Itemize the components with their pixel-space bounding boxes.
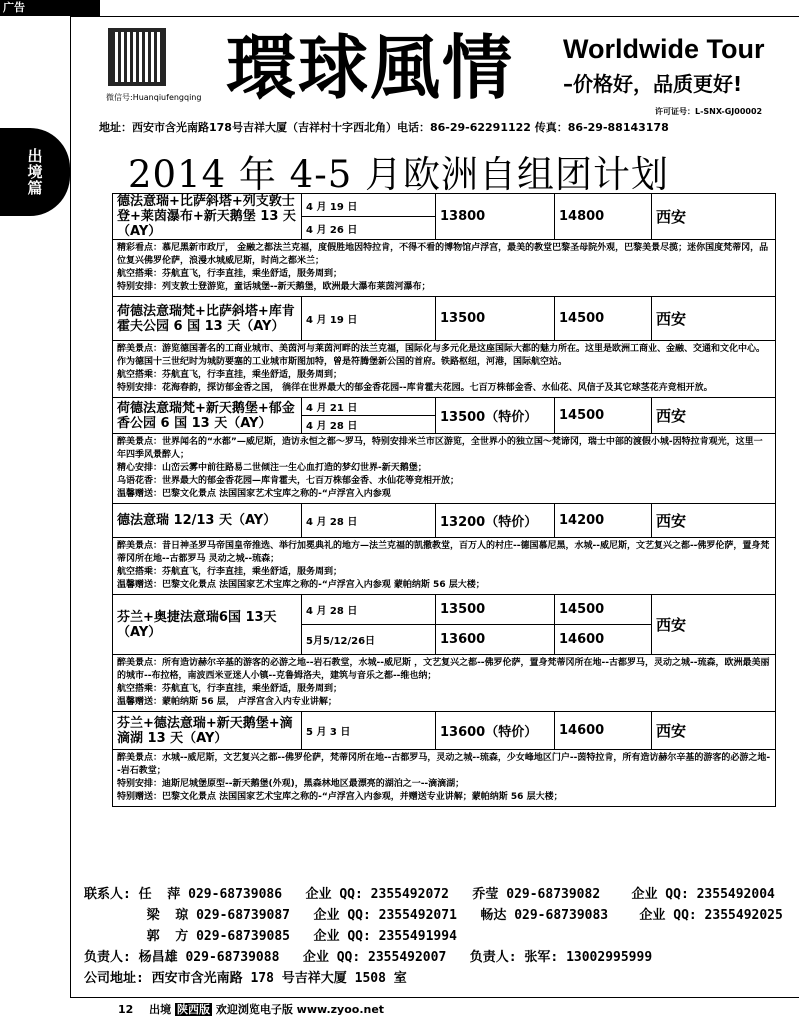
desc-line: 特别安排：列支敦士登游览，童话城堡--新天鹅堡，欧洲最大瀑布莱茵河瀑布； <box>117 282 431 292</box>
tour-price: 13600（特价） <box>436 712 555 750</box>
tour-price: 13500 <box>436 595 555 625</box>
tour-route: 芬兰+德法意瑞+新天鹅堡+滴滴湖 13 天（AY） <box>113 712 302 750</box>
footer-text: 欢迎浏览电子版 www.zyoo.net <box>215 1003 385 1016</box>
side-tab-char: 境 <box>27 163 43 181</box>
desc-line: 醉美景点：世界闻名的“水都”—威尼斯，造访永恒之都～罗马，特别安排米兰市区游览，全世界小的独立国～梵谛冈，瑞士中部的渡假小城-因特拉肯观光，这里一年四季风景醉人； <box>117 437 763 460</box>
footer <box>118 1001 384 1017</box>
desc-line: 特别赠送：巴黎文化景点 法国国家艺术宝库之称的-“卢浮宫入内参观，并赠送专业讲解；蒙帕纳斯 56 层大楼； <box>117 792 563 802</box>
tour-price: 13800 <box>436 194 555 240</box>
brand-cn: 環球風情 <box>226 26 514 109</box>
desc-line: 乌语花香：世界最大的郁金香花园—库肯霍夫，七百万株郁金香、水仙花等竞相开放； <box>117 476 460 486</box>
page-title: 2014 年 4-5 月欧洲自组团计划 <box>128 153 670 196</box>
page-number: 12 <box>118 1003 134 1016</box>
desc-line: 醉美景点：昔日神圣罗马帝国皇帝推选、举行加冕典礼的地方—法兰克福的凯撒教堂，百万人的村庄--德国慕尼黑，水城--威尼斯，文艺复兴之都--佛罗伦萨，置身梵蒂冈所在地--古都罗马 灵动之城--琉森； <box>117 541 770 564</box>
desc-line: 温馨赠送：蒙帕纳斯 56 层， 卢浮宫含入内专业讲解； <box>117 697 337 707</box>
brand-en: Worldwide Tour <box>563 34 765 64</box>
company-address: 公司地址: 西安市含光南路 178 号吉祥大厦 1508 室 <box>84 971 407 986</box>
tour-date: 4 月 19 日 <box>302 194 436 217</box>
tour-city: 西安 <box>652 595 776 655</box>
tour-row <box>113 398 776 416</box>
tour-date: 4 月 26 日 <box>302 217 436 240</box>
tour-price: 13500（特价） <box>436 398 555 434</box>
contact-row: 负责人: 杨昌雄 029-68739088 企业 QQ: 2355492007 负责人: 张军: 13002995999 <box>84 950 653 965</box>
desc-line: 醉美景点：所有造访赫尔辛基的游客的必游之地--岩石教堂，水城--威尼斯 ，文艺复兴之都--佛罗伦萨，置身梵蒂冈所在地--古都罗马，灵动之城--琉森，欧洲最美丽的城市--布拉格，南波西米亚迷人小镇--克鲁姆洛夫，建筑与音乐之都--维也纳； <box>117 658 770 681</box>
tour-desc <box>113 240 776 297</box>
tour-price-alt: 14200 <box>555 504 652 538</box>
tour-city: 西安 <box>652 712 776 750</box>
tour-price-alt: 14600 <box>555 712 652 750</box>
tour-price-alt: 14500 <box>555 398 652 434</box>
desc-line: 航空搭乘：芬航直飞，行李直挂，乘坐舒适，服务周到； <box>117 567 343 577</box>
tour-route: 荷德法意瑞梵+比萨斜塔+库肯霍夫公园 6 国 13 天（AY） <box>113 297 302 341</box>
tour-row <box>113 595 776 625</box>
tour-date: 4 月 28 日 <box>302 504 436 538</box>
desc-line: 航空搭乘：芬航直飞，行李直挂，乘坐舒适，服务周到； <box>117 370 343 380</box>
contact-row: 梁 琼 029-68739087 企业 QQ: 2355492071 畅达 029-68739083 企业 QQ: 2355492025 <box>84 908 783 923</box>
tour-desc <box>113 434 776 504</box>
tour-city: 西安 <box>652 194 776 240</box>
qr-caption: 微信号:Huanqiufengqing <box>106 93 202 102</box>
tour-desc <box>113 538 776 595</box>
tour-desc <box>113 655 776 712</box>
contacts-block <box>84 884 783 989</box>
side-tab-char: 篇 <box>27 179 43 197</box>
contact-row: 郭 方 029-68739085 企业 QQ: 2355491994 <box>84 929 457 944</box>
tour-price: 13600 <box>436 625 555 655</box>
tour-route: 德法意瑞 12/13 天（AY） <box>113 504 302 538</box>
side-tab <box>0 128 70 216</box>
tour-city: 西安 <box>652 504 776 538</box>
tour-price: 13200（特价） <box>436 504 555 538</box>
license: 许可证号：L-SNX-GJ00002 <box>655 107 763 116</box>
tour-row <box>113 297 776 341</box>
desc-line: 精心安排：山峦云雾中前往路易二世倾注一生心血打造的梦幻世界-新天鹅堡； <box>117 463 427 473</box>
tour-price-alt: 14800 <box>555 194 652 240</box>
contact-row: 联系人: 任 萍 029-68739086 企业 QQ: 2355492072 乔莹 029-68739082 企业 QQ: 2355492004 <box>84 887 775 902</box>
tour-date: 5月5/12/26日 <box>302 625 436 655</box>
tour-date: 4 月 21 日 <box>302 398 436 416</box>
tour-price-alt: 14500 <box>555 595 652 625</box>
tour-route: 荷德法意瑞梵+新天鹅堡+郁金香公园 6 国 13 天（AY） <box>113 398 302 434</box>
desc-line: 温馨赠送：巴黎文化景点 法国国家艺术宝库之称的-“卢浮宫入内参观 蒙帕纳斯 56 层大楼； <box>117 580 485 590</box>
desc-line: 航空搭乘：芬航直飞，行李直挂，乘坐舒适，服务周到； <box>117 684 343 694</box>
tour-city: 西安 <box>652 297 776 341</box>
tour-route: 芬兰+奥捷法意瑞6国 13天（AY） <box>113 595 302 655</box>
tour-desc <box>113 341 776 398</box>
tour-price-alt: 14500 <box>555 297 652 341</box>
tour-row <box>113 712 776 750</box>
desc-line: 精彩看点：慕尼黑新市政厅， 金融之都法兰克福，度假胜地因特拉肯，不得不看的博物馆卢浮宫，最美的教堂巴黎圣母院外观，巴黎美景尽揽；迷你国度梵蒂冈，品位复兴佛罗伦萨，浪漫水城威尼斯，时尚之都米兰； <box>117 243 769 266</box>
tour-price: 13500 <box>436 297 555 341</box>
ad-tag: 广告 <box>0 0 100 16</box>
desc-line: 醉美景点：游览德国著名的工商业城市、美茵河与莱茵河畔的法兰克福，国际化与多元化是这座国际大都的魅力所在。这里是欧洲工商业、金融、交通和文化中心。作为德国十三世纪时为城防要塞的工业城市斯图加特，曾是符腾堡新公国的首府。铁路枢纽，河港，国际航空站。 <box>117 344 766 367</box>
address-bar: 地址：西安市含光南路178号吉祥大厦（吉祥村十字西北角）电话：86-29-62291122 传真：86-29-88143178 <box>99 121 669 134</box>
tour-city: 西安 <box>652 398 776 434</box>
desc-line: 特别安排：迪斯尼城堡原型--新天鹅堡(外观)，黑森林地区最漂亮的湖泊之一--滴滴湖； <box>117 779 465 789</box>
qr-code <box>108 28 166 86</box>
tour-date: 4 月 28 日 <box>302 595 436 625</box>
tour-date: 4 月 19 日 <box>302 297 436 341</box>
tour-desc <box>113 750 776 807</box>
desc-line: 醉美景点：水城--威尼斯，文艺复兴之都--佛罗伦萨，梵蒂冈所在地--古都罗马，灵动之城--琉森，少女峰地区门户--茵特拉肯，所有造访赫尔辛基的游客的必游之地--岩石教堂； <box>117 753 771 776</box>
footer-brand: 陕西版 <box>177 1003 210 1016</box>
side-tab-char: 出 <box>27 147 43 165</box>
tour-date: 4 月 28 日 <box>302 416 436 434</box>
brand-slogan: –价格好，品质更好! <box>563 72 743 96</box>
desc-line: 特别安排：花海春韵，探访郁金香之国， 徜徉在世界最大的郁金香花园--库肯霍夫花园。七百万株郁金香、水仙花、风信子及其它球茎花卉竞相开放。 <box>117 383 713 393</box>
tour-price-alt: 14600 <box>555 625 652 655</box>
desc-line: 温馨赠送：巴黎文化景点 法国国家艺术宝库之称的-“卢浮宫入内参观 <box>117 489 391 499</box>
tour-date: 5 月 3 日 <box>302 712 436 750</box>
tour-row <box>113 504 776 538</box>
footer-section: 出境 <box>149 1003 172 1016</box>
desc-line: 航空搭乘：芬航直飞，行李直挂，乘坐舒适，服务周到； <box>117 269 343 279</box>
tour-row <box>113 194 776 217</box>
tour-table <box>112 193 776 807</box>
tour-route: 德法意瑞+比萨斜塔+列支敦士登+莱茵瀑布+新天鹅堡 13 天（AY） <box>113 194 302 240</box>
